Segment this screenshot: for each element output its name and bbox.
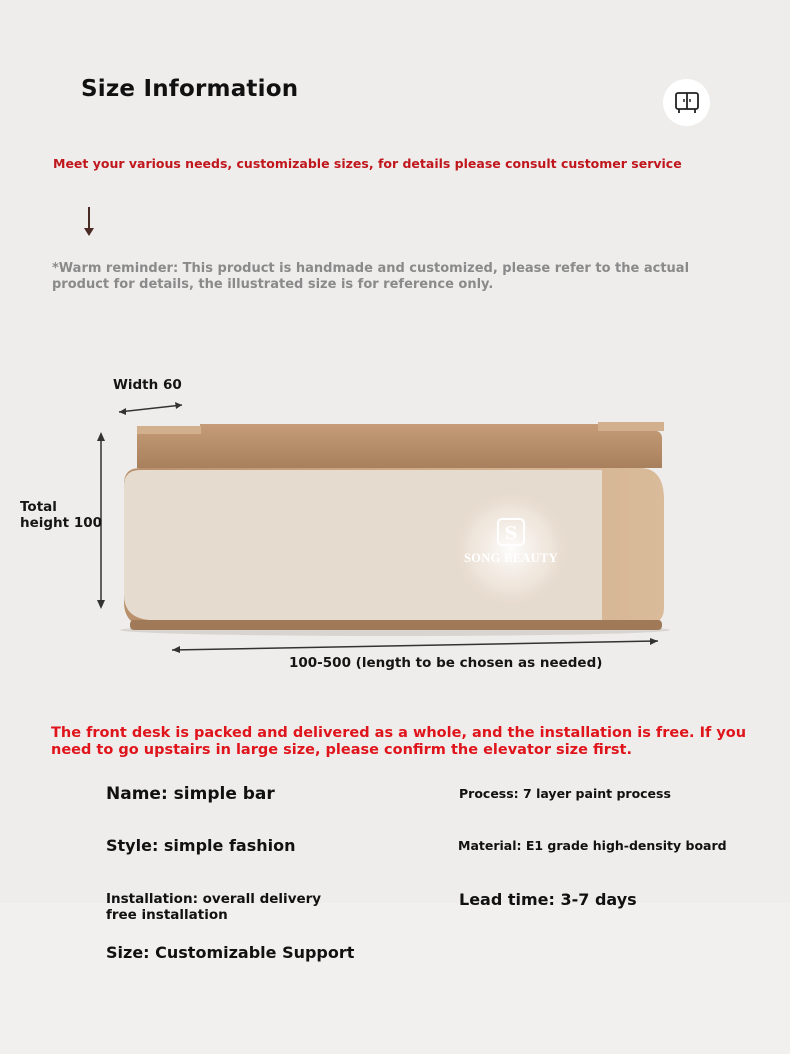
spec-style: Style: simple fashion [106, 836, 296, 855]
down-arrow-icon [88, 207, 90, 229]
spec-installation: Installation: overall delivery free installation [106, 891, 322, 923]
page-title: Size Information [81, 76, 299, 102]
height-label-line1: Total [20, 499, 57, 515]
spec-material: Material: E1 grade high-density board [458, 838, 727, 853]
logo-text: SONG BEAUTY [464, 551, 558, 565]
height-label [20, 499, 102, 531]
spec-size: Size: Customizable Support [106, 943, 355, 962]
front-desk-diagram [0, 380, 790, 680]
length-dimension-arrow [172, 638, 658, 653]
length-label: 100-500 (length to be chosen as needed) [289, 655, 603, 671]
spec-process: Process: 7 layer paint process [459, 786, 671, 801]
logo-letter: S [504, 523, 518, 544]
bottom-background-band [0, 903, 790, 1054]
width-dimension-arrow [119, 402, 182, 415]
down-arrow-head [84, 228, 94, 236]
subtitle: Meet your various needs, customizable sizes, for details please consult customer service [53, 156, 682, 171]
warm-reminder: *Warm reminder: This product is handmade and customized, please refer to the actual product for details, the illustrated size is for reference only. [52, 261, 690, 292]
spec-lead-time: Lead time: 3-7 days [459, 890, 637, 909]
logo-glow [453, 491, 569, 607]
counter-top [137, 424, 662, 468]
spec-name: Name: simple bar [106, 784, 275, 804]
width-label: Width 60 [113, 377, 182, 393]
height-label-line2: height 100 [20, 515, 103, 531]
cabinet-icon [663, 79, 710, 126]
delivery-notice: The front desk is packed and delivered as a whole, and the installation is free. If you need to go upstairs in large size, please confirm the elevator size first. [51, 725, 747, 758]
